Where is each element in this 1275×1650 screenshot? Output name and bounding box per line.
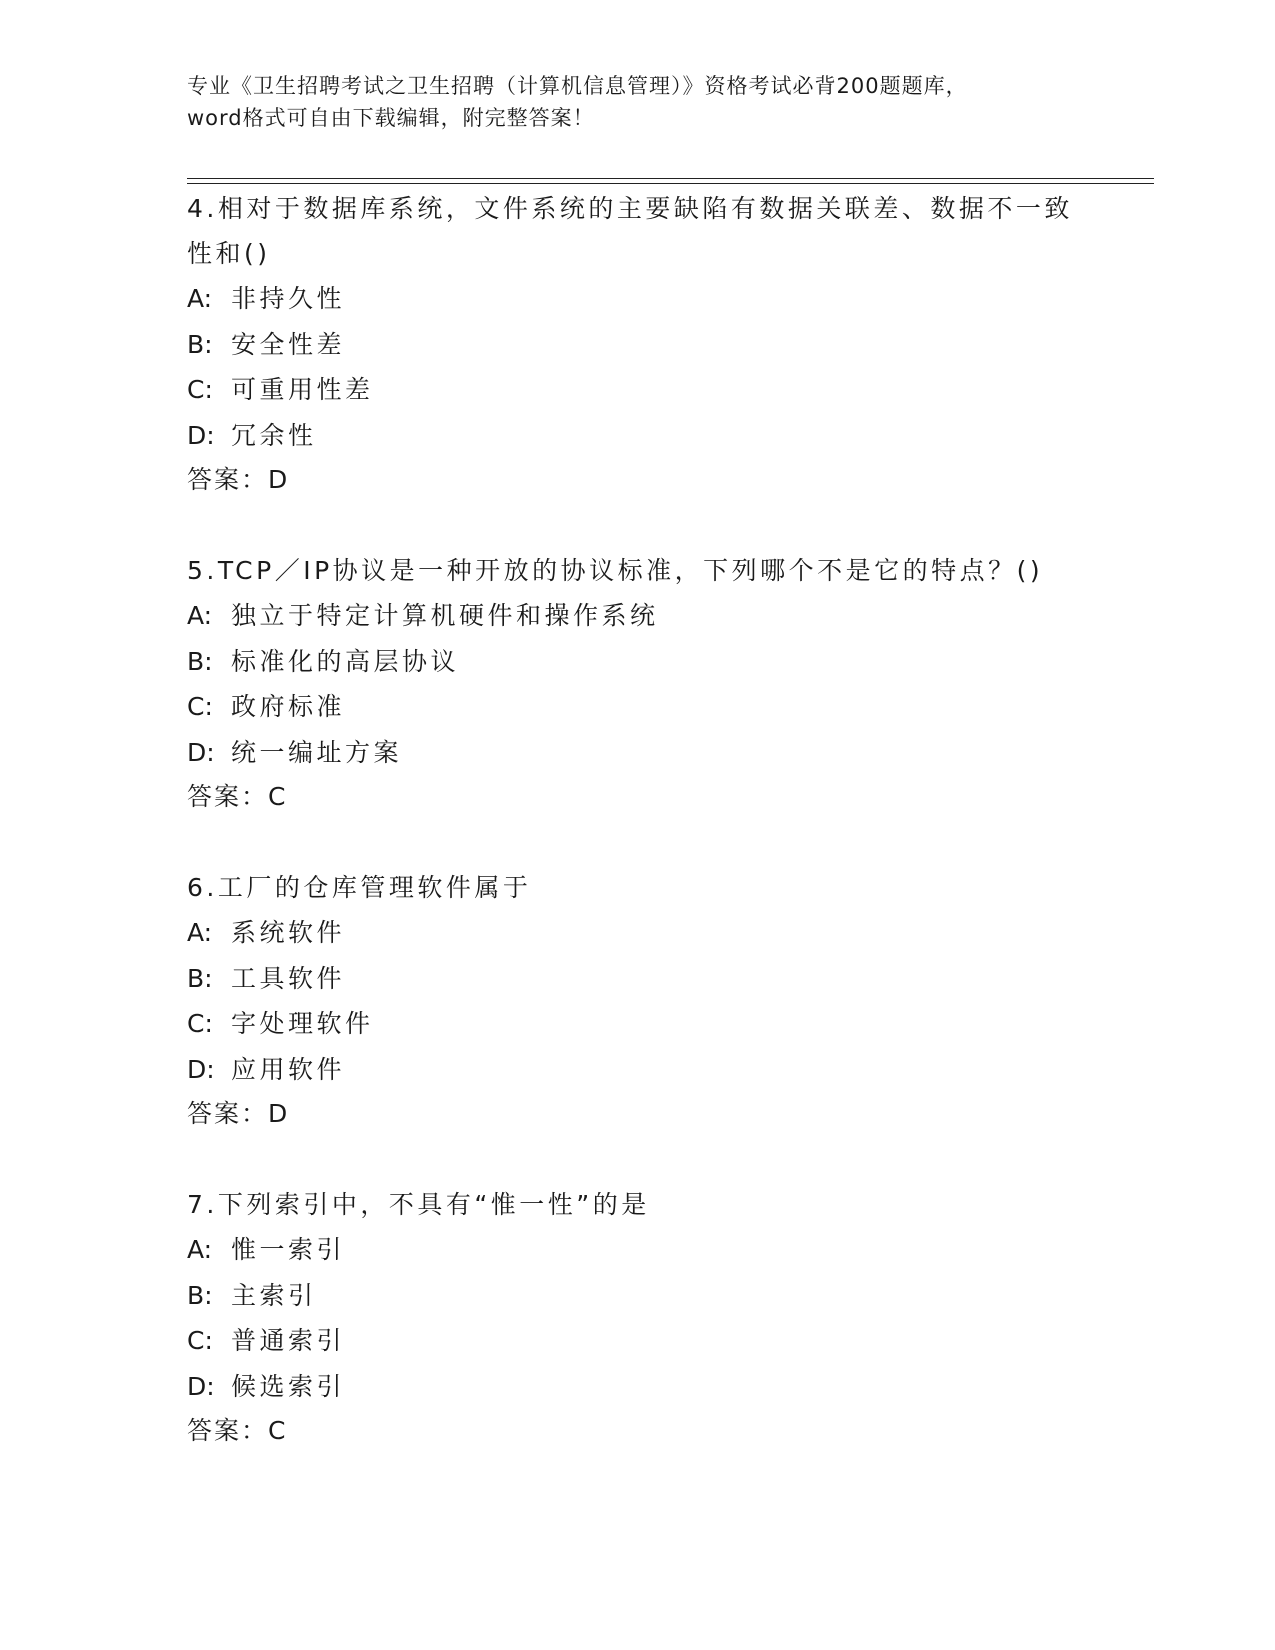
answer-value: D bbox=[268, 1099, 289, 1128]
option-a bbox=[187, 1227, 1087, 1273]
answer-value: D bbox=[268, 465, 289, 494]
header-double-rule bbox=[187, 178, 1154, 184]
answer-label: 答案： bbox=[187, 782, 269, 811]
option-letter: C: bbox=[187, 1009, 213, 1038]
option-text: 主索引 bbox=[231, 1280, 317, 1310]
option-list bbox=[187, 1227, 1087, 1409]
option-letter: A: bbox=[187, 601, 213, 630]
option-letter: C: bbox=[187, 1326, 213, 1355]
option-letter: D: bbox=[187, 737, 215, 767]
option-b bbox=[187, 1273, 1087, 1319]
answer-line bbox=[187, 1092, 1087, 1136]
option-text: 非持久性 bbox=[231, 284, 346, 313]
option-c bbox=[187, 367, 1087, 413]
question-item bbox=[187, 186, 1087, 502]
option-letter: D: bbox=[187, 420, 215, 450]
header-subtitle-line: word格式可自由下载编辑，附完整答案！ bbox=[187, 106, 595, 130]
question-stem: 6.工厂的仓库管理软件属于 bbox=[187, 873, 532, 902]
option-letter: C: bbox=[187, 692, 213, 721]
answer-label: 答案： bbox=[187, 1099, 269, 1128]
option-text: 系统软件 bbox=[231, 918, 346, 947]
header-title-line: 专业《卫生招聘考试之卫生招聘（计算机信息管理）》资格考试必背200题题库， bbox=[187, 74, 968, 98]
option-b bbox=[187, 322, 1087, 368]
option-d bbox=[187, 1047, 1087, 1093]
option-d bbox=[187, 413, 1087, 459]
option-text: 候选索引 bbox=[231, 1371, 346, 1401]
option-text: 政府标准 bbox=[231, 692, 346, 721]
option-letter: B: bbox=[187, 1280, 213, 1310]
answer-line bbox=[187, 775, 1087, 819]
option-c bbox=[187, 1318, 1087, 1364]
option-b bbox=[187, 639, 1087, 685]
option-text: 统一编址方案 bbox=[231, 737, 403, 767]
answer-value: C bbox=[268, 1416, 287, 1445]
option-c bbox=[187, 684, 1087, 730]
option-letter: A: bbox=[187, 1235, 213, 1264]
option-letter: B: bbox=[187, 963, 213, 993]
option-text: 冗余性 bbox=[231, 420, 317, 450]
option-list bbox=[187, 910, 1087, 1092]
option-letter: D: bbox=[187, 1054, 215, 1084]
option-text: 安全性差 bbox=[231, 329, 346, 359]
option-d bbox=[187, 1364, 1087, 1410]
option-text: 应用软件 bbox=[231, 1054, 346, 1084]
option-letter: B: bbox=[187, 646, 213, 676]
answer-label: 答案： bbox=[187, 1416, 269, 1445]
option-c bbox=[187, 1001, 1087, 1047]
option-d bbox=[187, 730, 1087, 776]
option-list bbox=[187, 276, 1087, 458]
option-text: 字处理软件 bbox=[231, 1009, 374, 1038]
question-stem: 7.下列索引中，不具有“惟一性”的是 bbox=[187, 1190, 650, 1219]
option-letter: B: bbox=[187, 329, 213, 359]
option-letter: A: bbox=[187, 284, 213, 313]
question-item bbox=[187, 548, 1087, 819]
option-text: 标准化的高层协议 bbox=[231, 646, 460, 676]
option-a bbox=[187, 593, 1087, 639]
option-b bbox=[187, 956, 1087, 1002]
question-item bbox=[187, 1182, 1087, 1453]
answer-value: C bbox=[268, 782, 287, 811]
option-text: 普通索引 bbox=[231, 1326, 346, 1355]
answer-label: 答案： bbox=[187, 465, 269, 494]
option-list bbox=[187, 593, 1087, 775]
option-letter: A: bbox=[187, 918, 213, 947]
question-list bbox=[187, 186, 1087, 1499]
option-letter: D: bbox=[187, 1371, 215, 1401]
question-stem: 5.TCP／IP协议是一种开放的协议标准，下列哪个不是它的特点？() bbox=[187, 556, 1044, 585]
answer-line bbox=[187, 458, 1087, 502]
option-text: 可重用性差 bbox=[231, 375, 374, 404]
option-text: 独立于特定计算机硬件和操作系统 bbox=[231, 601, 659, 630]
option-a bbox=[187, 276, 1087, 322]
option-letter: C: bbox=[187, 375, 213, 404]
option-text: 惟一索引 bbox=[231, 1235, 346, 1264]
option-a bbox=[187, 910, 1087, 956]
question-stem: 4.相对于数据库系统，文件系统的主要缺陷有数据关联差、数据不一致性和() bbox=[187, 194, 1073, 268]
question-item bbox=[187, 865, 1087, 1136]
answer-line bbox=[187, 1409, 1087, 1453]
document-header bbox=[187, 70, 1087, 134]
option-text: 工具软件 bbox=[231, 963, 346, 993]
